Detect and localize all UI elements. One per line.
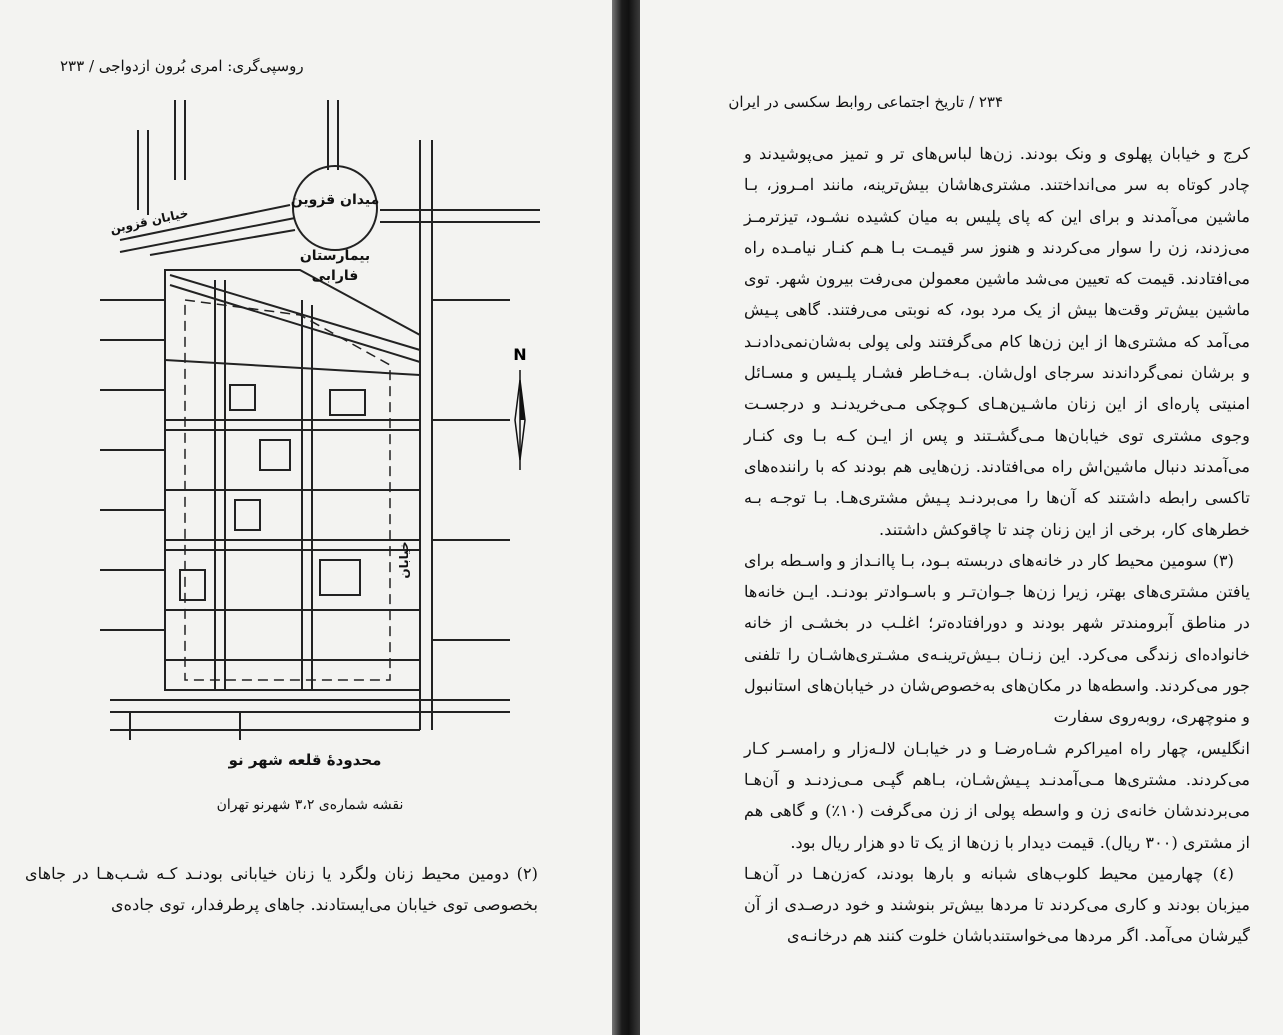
paragraph: کرج و خیابان پهلوی و ونک بودند. زن‌ها لباس‌های تر و تمیز می‌پوشیدند و چادر کوتاه به سر می‌انداختند. مشتری‌هاشان بیش‌ترینه، مانند امـروز، بـا ماشین می‌آمدند و برای این که پای پلیس به میان کشیده نشـود، تیزترمـز می‌زدند، زن را سوار می‌کردند و هنوز سر قیمـت بـا هـم کنـار نیامـده راه می‌افتادند. قیمت که تعیین می‌شد ماشین معمولن می‌رفت بیرون شهر. توی ماشین بیش‌تر وقت‌ها بیش از یک مرد بود، که نوبتی می‌رفتند. گاهی پـیش می‌آمد که مشتری‌ها از این زن‌ها کام می‌گرفتند ولی پولی به‌شان‌نمی‌دادنـد و برشان نمی‌گرداندند سرجای اول‌شان. بـه‌خـاطر فشـار پلـیس و مسـائل امنیتی پاره‌ای از این زنان ماشـین‌هـای کـوچکی مـی‌خریدنـد و درجسـت وجوی مشتری توی خیابان‌ها مـی‌گشـتند و پس از ایـن کـه بـا وی کنـار می‌آمدند دنبال ماشین‌اش راه می‌افتادند. زن‌هایی هم بودند که با راننده‌های تاکسی رابطه داشتند که آن‌ها را می‌بردنـد پـیش مشتری‌هـا. بـا توجـه بـه خطرهای کار، برخی از این زنان چند تا چاقوکش داشتند. bbox=[744, 144, 1250, 539]
map-label-boundary: محدودهٔ قلعه شهر نو bbox=[228, 751, 382, 769]
map-label-square: میدان قزوین bbox=[290, 192, 380, 208]
map-label-vertical-street: خیابان bbox=[397, 541, 411, 579]
north-label: N bbox=[513, 345, 527, 364]
right-page bbox=[640, 0, 1283, 1035]
map-label-hospital-2: فارابی bbox=[311, 268, 359, 284]
paragraph: (۳) سومین محیط کار در خانه‌های دربسته بـود، بـا پاانـداز و واسـطه برای یافتن مشتری‌های بهتر، زیرا زن‌ها جـوان‌تـر و باسـوادتر بودنـد. ایـن خانه‌ها در مناطق آبرومندتر شهر بودند و دورافتاده‌تر؛ اغلـب در بخشـی از خانه خانواده‌ای زندگی می‌کرد. این زنـان بـیش‌ترینـه‌ی مشـتری‌هاشـان را تلفنی جور می‌کردند. واسطه‌ها در مکان‌های به‌خصوص‌شان در خیابان‌های استانبول و منوچهری، روبه‌روی سفارت bbox=[744, 550, 1250, 727]
left-running-header: روسپی‌گری: امری بُرون ازدواجی / ۲۳۳ bbox=[60, 57, 304, 75]
paragraph: (٤) چهارمین محیط کلوب‌های شبانه و بارها بودند، که‌زن‌هـا در آن‌هـا میزبان بودند و کاری می‌کردند تا مردها بیش‌تر بنوشند و خود درصـدی از آن گیرشان می‌آمد. اگر مردها می‌خواستندباشان خلوت کنند هم درخانـه‌ی bbox=[744, 863, 1250, 946]
right-body-text bbox=[744, 138, 1250, 952]
book-gutter bbox=[612, 0, 640, 1035]
street-map bbox=[90, 100, 540, 780]
left-page bbox=[0, 0, 612, 1035]
map-caption: نقشه شماره‌ی ۳،۲ شهرنو تهران bbox=[216, 797, 404, 813]
paragraph: انگلیس، چهار راه امیراکرم شـاه‌رضـا و در خیابـان لالـه‌زار و رامسـر کـار می‌کردند. مشتری‌ها مـی‌آمدنـد پـیش‌شـان، بـاهم گپـی مـی‌زدنـد و آن‌هـا می‌بردندشان خانه‌ی زن و واسطه پولی از زن می‌گرفت (۱۰٪) و گاهی هم از مشتری (۳۰۰ ریال). قیمت دیدار با زن‌ها از یک تا دو هزار ریال بود. bbox=[744, 738, 1250, 852]
right-running-header: ۲۳۴ / تاریخ اجتماعی روابط سکسی در ایران bbox=[728, 93, 1003, 111]
left-body-paragraph: (۲) دومین محیط زنان ولگرد یا زنان خیابانی بودنـد کـه شـب‌هـا در جاهای بخصوصی توی خیابان می‌ایستادند. جاهای پرطرفدار، توی جاده‌ی bbox=[25, 864, 538, 915]
map-label-hospital-1: بیمارستان bbox=[299, 248, 371, 264]
north-arrow-icon bbox=[505, 340, 535, 480]
map-label-qazvin-street: خیابان قزوین bbox=[108, 205, 190, 237]
